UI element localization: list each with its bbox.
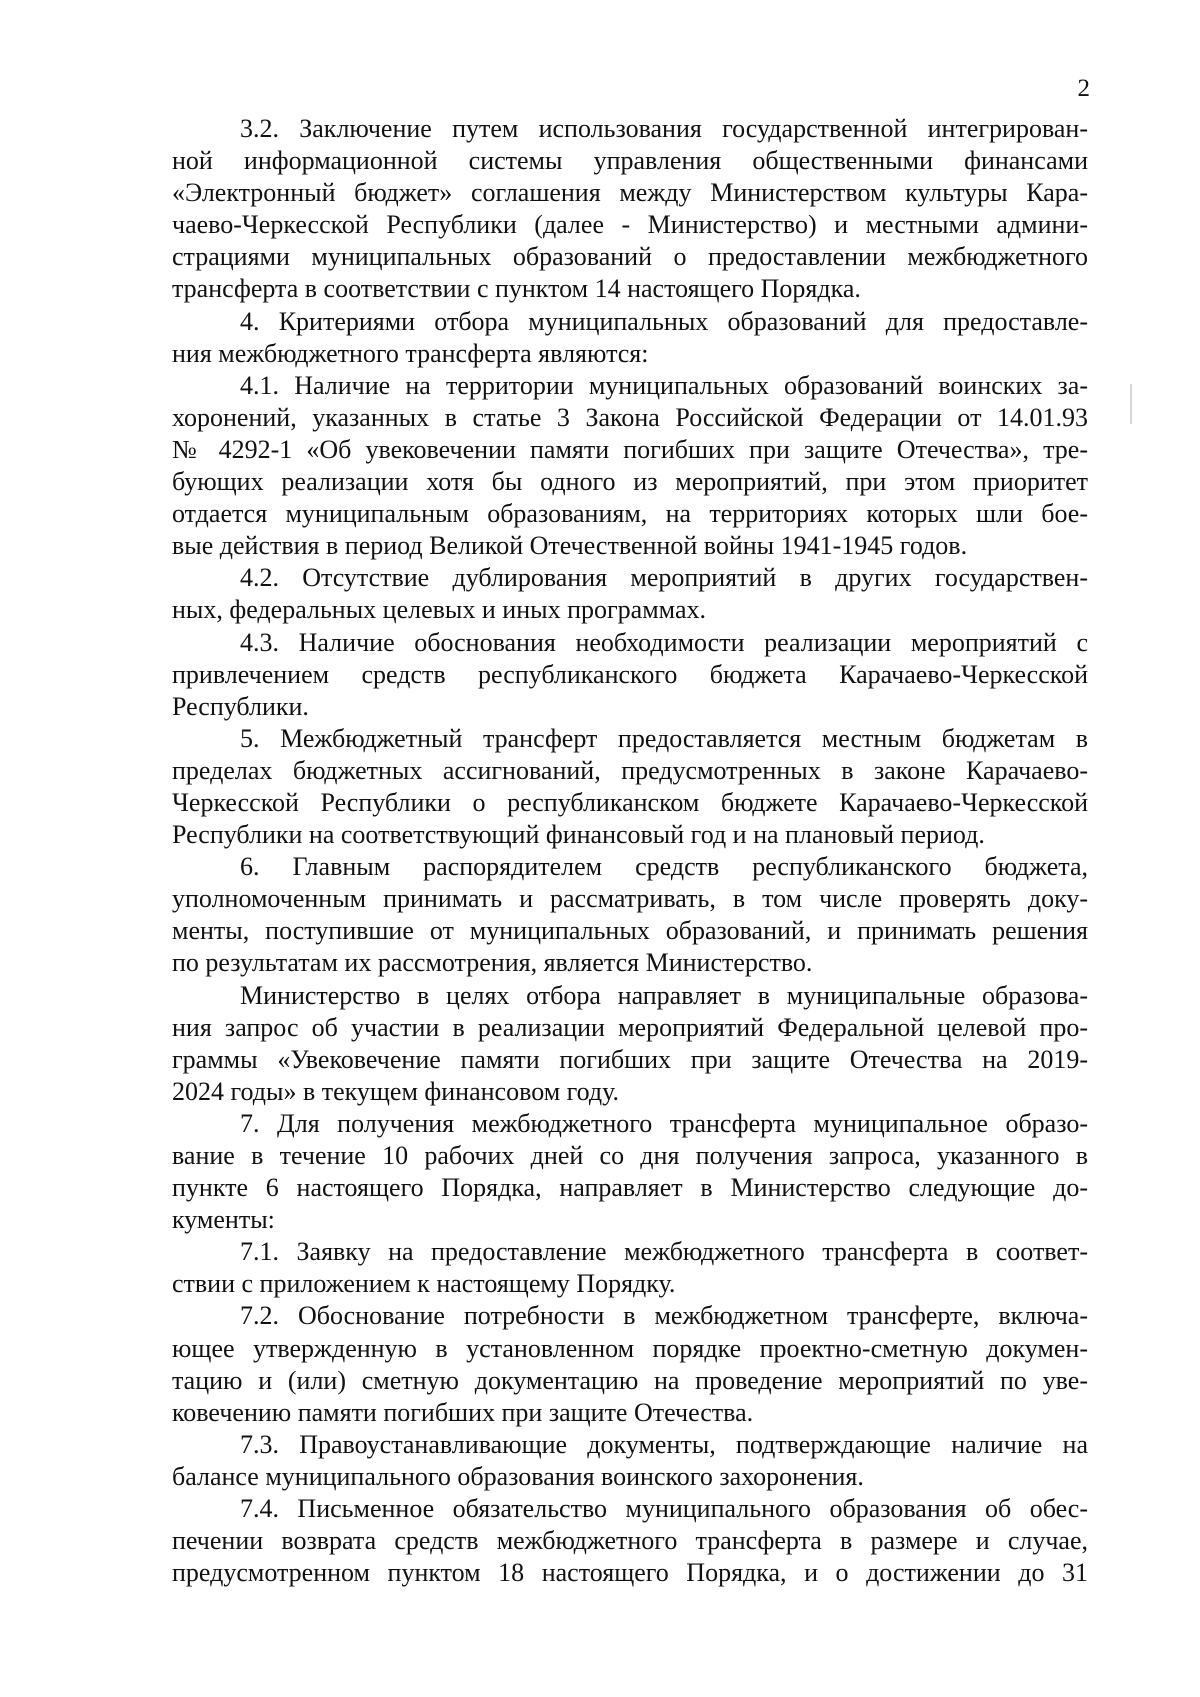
- text-line: тацию и (или) сметную документацию на проведение мероприятий по уве-: [172, 1365, 1088, 1395]
- text-line: 7.1. Заявку на предоставление межбюджетного трансферта в соответ-: [240, 1237, 1088, 1267]
- text-line: ной информационной системы управления общественными финансами: [172, 146, 1088, 176]
- text-line: 7.2. Обоснование потребности в межбюджетном трансферте, включа-: [240, 1301, 1088, 1331]
- text-line: граммы «Увековечение памяти погибших при защите Отечества на 2019-: [172, 1044, 1088, 1074]
- text-line: предусмотренном пунктом 18 настоящего Порядка, и о достижении до 31: [172, 1558, 1088, 1588]
- page-number: 2: [1077, 75, 1090, 102]
- text-line: пункте 6 настоящего Порядка, направляет в Министерство следующие до-: [172, 1173, 1088, 1203]
- text-line: трансферта в соответствии с пунктом 14 настоящего Порядка.: [172, 274, 861, 304]
- text-line: менты, поступившие от муниципальных образований, и принимать решения: [172, 916, 1088, 946]
- text-line: ния запрос об участии в реализации мероприятий Федеральной целевой про-: [172, 1012, 1088, 1042]
- text-line: кументы:: [172, 1205, 275, 1235]
- text-line: 6. Главным распорядителем средств республиканского бюджета,: [240, 852, 1088, 882]
- text-line: бующих реализации хотя бы одного из мероприятий, при этом приоритет: [172, 467, 1088, 497]
- text-line: «Электронный бюджет» соглашения между Министерством культуры Кара-: [172, 178, 1088, 208]
- text-line: уполномоченным принимать и рассматривать, в том числе проверять доку-: [172, 884, 1088, 914]
- text-line: Черкесской Республики о республиканском бюджете Карачаево-Черкесской: [172, 787, 1088, 817]
- text-line: 4. Критериями отбора муниципальных образований для предоставле-: [240, 306, 1088, 336]
- text-line: ющее утвержденную в установленном порядке проектно-сметную докумен-: [172, 1333, 1088, 1363]
- text-line: № 4292-1 «Об увековечении памяти погибших при защите Отечества», тре-: [172, 434, 1088, 464]
- text-line: чаево-Черкесской Республики (далее - Министерство) и местными админи-: [172, 210, 1088, 240]
- text-line: хоронений, указанных в статье 3 Закона Российской Федерации от 14.01.93: [172, 402, 1088, 432]
- text-line: 3.2. Заключение путем использования государственной интегрирован-: [240, 114, 1088, 143]
- text-line: 4.2. Отсутствие дублирования мероприятий в других государствен-: [240, 563, 1088, 593]
- text-line: Республики на соответствующий финансовый год и на плановый период.: [172, 820, 985, 850]
- scan-artifact-mark: [1130, 384, 1132, 424]
- text-line: печении возврата средств межбюджетного трансферта в размере и случае,: [172, 1526, 1088, 1556]
- text-line: балансе муниципального образования воинского захоронения.: [172, 1461, 864, 1491]
- text-line: Министерство в целях отбора направляет в муниципальные образова-: [240, 980, 1088, 1010]
- text-line: страциями муниципальных образований о предоставлении межбюджетного: [172, 242, 1088, 272]
- text-line: Республики.: [172, 691, 309, 721]
- text-line: отдается муниципальным образованиям, на территориях которых шли бое-: [172, 499, 1088, 529]
- text-line: привлечением средств республиканского бюджета Карачаево-Черкесской: [172, 659, 1088, 689]
- text-line: вание в течение 10 рабочих дней со дня получения запроса, указанного в: [172, 1141, 1088, 1170]
- text-line: ния межбюджетного трансферта являются:: [172, 338, 649, 368]
- text-line: 4.1. Наличие на территории муниципальных образований воинских за-: [240, 370, 1088, 400]
- text-line: ковечению памяти погибших при защите Отечества.: [172, 1397, 754, 1427]
- text-line: 7.4. Письменное обязательство муниципального образования об обес-: [240, 1494, 1088, 1524]
- text-line: 4.3. Наличие обоснования необходимости реализации мероприятий с: [240, 627, 1088, 657]
- text-line: пределах бюджетных ассигнований, предусмотренных в законе Карачаево-: [172, 755, 1088, 785]
- text-line: 7. Для получения межбюджетного трансферта муниципальное образо-: [240, 1108, 1088, 1138]
- text-line: ствии с приложением к настоящему Порядку.: [172, 1269, 676, 1299]
- text-line: 7.3. Правоустанавливающие документы, подтверждающие наличие на: [240, 1429, 1088, 1459]
- document-body: [172, 113, 1088, 1589]
- text-line: вые действия в период Великой Отечественной войны 1941-1945 годов.: [172, 531, 968, 561]
- text-line: по результатам их рассмотрения, является Министерство.: [172, 948, 813, 978]
- text-line: 2024 годы» в текущем финансовом году.: [172, 1076, 620, 1106]
- text-line: ных, федеральных целевых и иных программах.: [172, 595, 706, 625]
- text-line: 5. Межбюджетный трансферт предоставляется местным бюджетам в: [240, 723, 1088, 753]
